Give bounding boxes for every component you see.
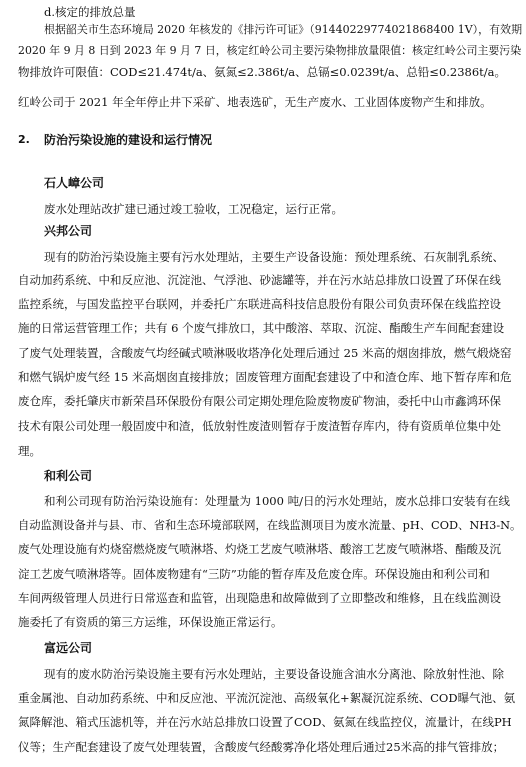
company-heading-xingli: 兴邦公司 [44,224,93,238]
fuyuan-line-3: 氮降解池、箱式压滤机等，并在污水站总排放口设置了COD、氨氮在线监控仪，流量计，在线PH [18,715,512,729]
stop-production-line: 红岭公司于 2021 年全年停止井下采矿、地表选矿，无生产废水、工业固体废物产生和排放。 [18,95,492,109]
company-heading-heli: 和利公司 [44,469,93,483]
xingli-line-7: 废仓库，委托肇庆市新荣昌环保股份有限公司定期处理危险废物废矿物油，委托中山市鑫鸿环保 [18,394,501,408]
xingli-line-9: 理。 [18,444,41,458]
heli-line-2: 自动监测设备并与县、市、省和生态环境部联网，在线监测项目为废水流量、pH、COD、NH3-N。 [18,518,522,532]
permit-line-3: 物排放许可限值：COD≤21.474t/a、氨氮≤2.386t/a、总镉≤0.0239t/a、总铅≤0.2386t/a。 [18,65,507,79]
permit-line-2: 2020 年 9 月 8 日到 2023 年 9 月 7 日，核定红岭公司主要污染物排放量限值：核定红岭公司主要污染 [18,44,522,57]
xingli-line-2: 自动加药系统、中和反应池、沉淀池、气浮池、砂滤罐等，并在污水站总排放口设置了环保在线 [18,273,501,287]
section-2-number: 2. [18,133,30,146]
heli-line-5: 车间两级管理人员进行日常巡查和监管，出现隐患和故障做到了立即整改和维修，且在线监测设 [18,591,501,605]
company-heading-fuyuan: 富远公司 [44,641,93,655]
section-2-title: 防治污染设施的建设和运行情况 [44,133,213,147]
heli-line-3: 废气处理设施有灼烧窑燃烧废气喷淋塔、灼烧工艺废气喷淋塔、酸溶工艺废气喷淋塔、酯酸及沉 [18,542,501,556]
company-heading-shirenzhang: 石人嶂公司 [44,176,105,190]
heli-line-4: 淀工艺废气喷淋塔等。固体废物建有“三防”功能的暂存库及危废仓库。环保设施由和利公司和 [18,567,490,581]
section-d-title: d.核定的排放总量 [44,5,136,19]
xingli-line-4: 施的日常运营管理工作；共有 6 个废气排放口，其中酸溶、萃取、沉淀、酯酸生产车间配套建设 [18,321,505,335]
fuyuan-line-1: 现有的废水防治污染设施主要有污水处理站，主要设备设施含油水分离池、除放射性池、除 [44,667,504,681]
heli-line-1: 和利公司现有防治污染设施有：处理量为 1000 吨/日的污水处理站，废水总排口安装有在线 [44,494,510,508]
heli-line-6: 施委托了有资质的第三方运维，环保设施正常运行。 [18,615,283,629]
fuyuan-line-4: 仪等；生产配套建设了废气处理装置，含酸废气经酸雾净化塔处理后通过25米高的排气管排放； [18,740,505,754]
shirenzhang-line-1: 废水处理站改扩建已通过竣工验收，工况稳定，运行正常。 [44,202,343,216]
xingli-line-6: 和燃气锅炉废气经 15 米高烟囱直接排放；固废管理方面配套建设了中和渣仓库、地下暂存库和危 [18,370,512,384]
xingli-line-8: 技术有限公司处理一般固废中和渣，低放射性废渣则暂存于废渣暂存库内，待有资质单位集中处 [18,419,501,433]
fuyuan-line-2: 重金属池、自动加药系统、中和反应池、平流沉淀池、高级氧化+絮凝沉淀系统、COD曝气池、氨 [18,691,516,705]
xingli-line-1: 现有的防治污染设施主要有污水处理站，主要生产设备设施：预处理系统、石灰制乳系统、 [44,250,504,264]
xingli-line-5: 了废气处理装置，含酸废气均经碱式喷淋吸收塔净化处理后通过 25 米高的烟囱排放，燃气煅烧窑 [18,346,512,360]
permit-line-1: 根据韶关市生态环境局 2020 年核发的《排污许可证》（91440229774021868400 1V），有效期 [44,23,523,36]
xingli-line-3: 监控系统，与国发监控平台联网，并委托广东联进高科技信息股份有限公司负责环保在线监控设 [18,297,501,311]
